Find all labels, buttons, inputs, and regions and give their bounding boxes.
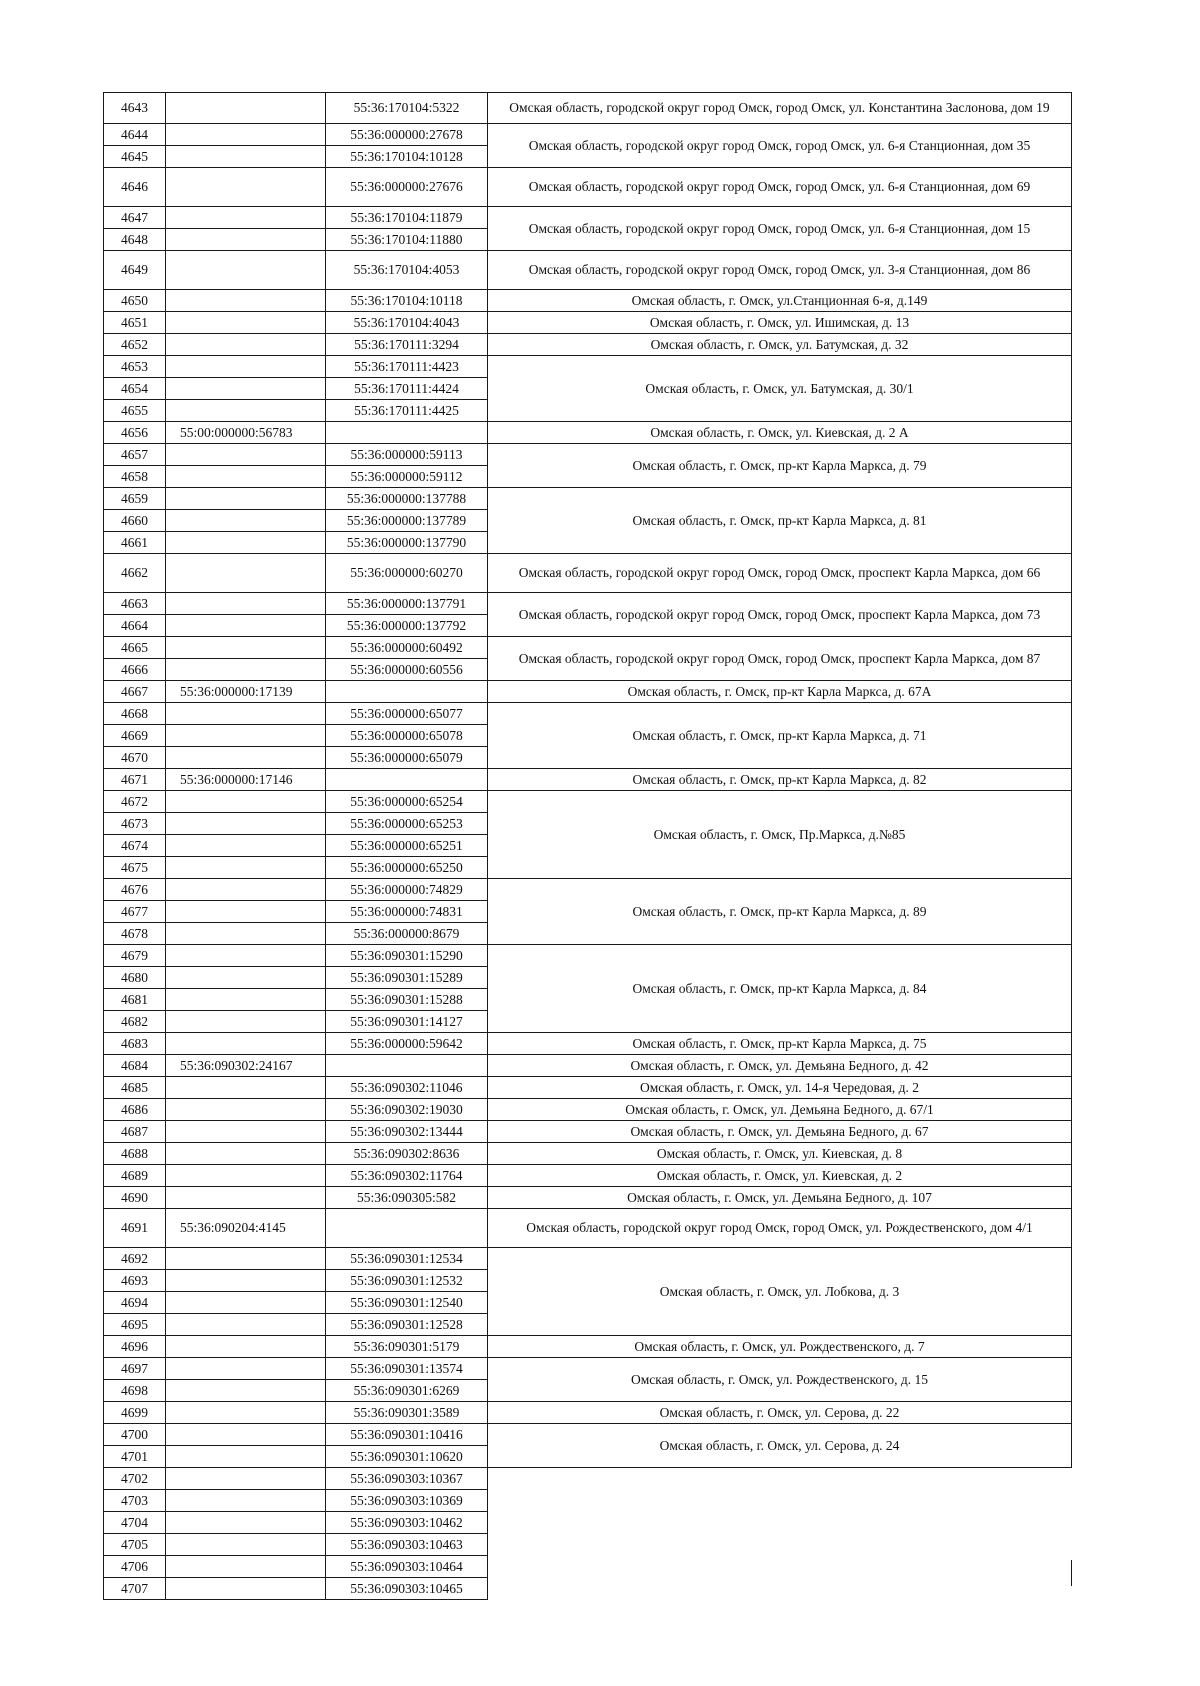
cadastral-object-cell: 55:36:090301:13574 bbox=[326, 1358, 488, 1380]
row-number-cell: 4649 bbox=[104, 251, 166, 290]
cadastral-number-cell bbox=[166, 1358, 326, 1380]
row-number-cell: 4659 bbox=[104, 488, 166, 510]
table-row bbox=[104, 769, 1072, 791]
cadastral-object-cell: 55:36:170104:4043 bbox=[326, 312, 488, 334]
cadastral-number-cell bbox=[166, 488, 326, 510]
cadastral-object-cell: 55:36:000000:59642 bbox=[326, 1033, 488, 1055]
cadastral-number-cell bbox=[166, 703, 326, 725]
row-number-cell: 4643 bbox=[104, 93, 166, 124]
row-number-cell: 4665 bbox=[104, 637, 166, 659]
row-number-cell: 4652 bbox=[104, 334, 166, 356]
row-number-cell: 4661 bbox=[104, 532, 166, 554]
cadastral-object-cell: 55:36:170104:11880 bbox=[326, 229, 488, 251]
address-cell: Омская область, г. Омск, ул. Серова, д. 22 bbox=[488, 1402, 1072, 1424]
table-row bbox=[104, 681, 1072, 703]
cadastral-number-cell bbox=[166, 725, 326, 747]
cadastral-object-cell: 55:36:000000:59113 bbox=[326, 444, 488, 466]
row-number-cell: 4660 bbox=[104, 510, 166, 532]
row-number-cell: 4673 bbox=[104, 813, 166, 835]
cadastral-number-cell bbox=[166, 637, 326, 659]
address-cell: Омская область, г. Омск, ул. Рождественского, д. 15 bbox=[488, 1358, 1072, 1402]
row-number-cell: 4668 bbox=[104, 703, 166, 725]
cadastral-object-cell: 55:36:090303:10369 bbox=[326, 1490, 488, 1512]
cadastral-number-cell bbox=[166, 945, 326, 967]
row-number-cell: 4705 bbox=[104, 1534, 166, 1556]
cadastral-number-cell bbox=[166, 93, 326, 124]
cadastral-number-cell bbox=[166, 1077, 326, 1099]
row-number-cell: 4655 bbox=[104, 400, 166, 422]
cadastral-object-cell: 55:36:170104:11879 bbox=[326, 207, 488, 229]
cadastral-object-cell: 55:36:000000:27678 bbox=[326, 124, 488, 146]
row-number-cell: 4658 bbox=[104, 466, 166, 488]
cadastral-object-cell: 55:36:170111:4425 bbox=[326, 400, 488, 422]
cadastral-number-cell bbox=[166, 510, 326, 532]
row-number-cell: 4701 bbox=[104, 1446, 166, 1468]
row-number-cell: 4664 bbox=[104, 615, 166, 637]
table-row bbox=[104, 1209, 1072, 1248]
cadastral-object-cell: 55:36:090301:15290 bbox=[326, 945, 488, 967]
cadastral-number-cell bbox=[166, 747, 326, 769]
address-cell: Омская область, городской округ город Омск, город Омск, проспект Карла Маркса, дом 73 bbox=[488, 593, 1072, 637]
address-cell: Омская область, г. Омск, ул. Демьяна Бедного, д. 67/1 bbox=[488, 1099, 1072, 1121]
address-cell: Омская область, городской округ город Омск, город Омск, ул. Константина Заслонова, дом 19 bbox=[488, 93, 1072, 124]
row-number-cell: 4677 bbox=[104, 901, 166, 923]
cadastral-object-cell: 55:36:170111:4424 bbox=[326, 378, 488, 400]
cadastral-number-cell bbox=[166, 923, 326, 945]
row-number-cell: 4689 bbox=[104, 1165, 166, 1187]
cadastral-object-cell: 55:36:000000:60492 bbox=[326, 637, 488, 659]
address-cell: Омская область, г. Омск, пр-кт Карла Маркса, д. 89 bbox=[488, 879, 1072, 945]
row-number-cell: 4645 bbox=[104, 146, 166, 168]
table-row bbox=[104, 356, 1072, 378]
table-row bbox=[104, 1424, 1072, 1446]
row-number-cell: 4646 bbox=[104, 168, 166, 207]
row-number-cell: 4692 bbox=[104, 1248, 166, 1270]
cadastral-object-cell bbox=[326, 422, 488, 444]
table-row bbox=[104, 1143, 1072, 1165]
row-number-cell: 4686 bbox=[104, 1099, 166, 1121]
cadastral-number-cell bbox=[166, 989, 326, 1011]
cadastral-object-cell bbox=[326, 1209, 488, 1248]
cadastral-object-cell: 55:36:090301:10416 bbox=[326, 1424, 488, 1446]
cadastral-number-cell: 55:36:090302:24167 bbox=[166, 1055, 326, 1077]
address-cell: Омская область, г. Омск, ул.Станционная 6-я, д.149 bbox=[488, 290, 1072, 312]
cadastral-number-cell bbox=[166, 1424, 326, 1446]
cadastral-object-cell bbox=[326, 1055, 488, 1077]
row-number-cell: 4687 bbox=[104, 1121, 166, 1143]
row-number-cell: 4680 bbox=[104, 967, 166, 989]
row-number-cell: 4648 bbox=[104, 229, 166, 251]
cadastral-number-cell bbox=[166, 1314, 326, 1336]
table-row bbox=[104, 1121, 1072, 1143]
table-row bbox=[104, 1187, 1072, 1209]
row-number-cell: 4681 bbox=[104, 989, 166, 1011]
table-row bbox=[104, 637, 1072, 659]
cadastral-object-cell: 55:36:090302:13444 bbox=[326, 1121, 488, 1143]
cadastral-number-cell bbox=[166, 290, 326, 312]
cadastral-number-cell bbox=[166, 659, 326, 681]
cadastral-number-cell bbox=[166, 967, 326, 989]
row-number-cell: 4694 bbox=[104, 1292, 166, 1314]
row-number-cell: 4706 bbox=[104, 1556, 166, 1578]
cadastral-object-cell: 55:36:170104:4053 bbox=[326, 251, 488, 290]
cadastral-object-cell: 55:36:000000:65254 bbox=[326, 791, 488, 813]
cadastral-object-cell: 55:36:090305:582 bbox=[326, 1187, 488, 1209]
cadastral-object-cell: 55:36:090301:12528 bbox=[326, 1314, 488, 1336]
table-row bbox=[104, 1077, 1072, 1099]
cadastral-number-cell bbox=[166, 229, 326, 251]
row-number-cell: 4682 bbox=[104, 1011, 166, 1033]
cadastral-object-cell: 55:36:000000:74831 bbox=[326, 901, 488, 923]
cadastral-number-cell bbox=[166, 1011, 326, 1033]
row-number-cell: 4671 bbox=[104, 769, 166, 791]
row-number-cell: 4690 bbox=[104, 1187, 166, 1209]
table-row bbox=[104, 312, 1072, 334]
table-row bbox=[104, 1248, 1072, 1270]
row-number-cell: 4704 bbox=[104, 1512, 166, 1534]
table-row bbox=[104, 488, 1072, 510]
cadastral-number-cell bbox=[166, 251, 326, 290]
table-row bbox=[104, 422, 1072, 444]
cadastral-object-cell: 55:36:090301:3589 bbox=[326, 1402, 488, 1424]
address-cell: Омская область, г. Омск, ул. Лобкова, д. 3 bbox=[488, 1248, 1072, 1336]
table-row bbox=[104, 1099, 1072, 1121]
cadastral-object-cell bbox=[326, 681, 488, 703]
row-number-cell: 4654 bbox=[104, 378, 166, 400]
cadastral-number-cell bbox=[166, 1512, 326, 1534]
row-number-cell: 4691 bbox=[104, 1209, 166, 1248]
table-row bbox=[104, 1033, 1072, 1055]
table-row bbox=[104, 1165, 1072, 1187]
cadastral-number-cell bbox=[166, 857, 326, 879]
cadastral-object-cell: 55:36:170104:10118 bbox=[326, 290, 488, 312]
row-number-cell: 4656 bbox=[104, 422, 166, 444]
cadastral-number-cell bbox=[166, 1033, 326, 1055]
address-cell: Омская область, городской округ город Омск, город Омск, ул. 6-я Станционная, дом 15 bbox=[488, 207, 1072, 251]
cadastral-number-cell bbox=[166, 146, 326, 168]
cadastral-object-cell: 55:36:090301:6269 bbox=[326, 1380, 488, 1402]
cadastral-object-cell: 55:36:090303:10462 bbox=[326, 1512, 488, 1534]
cadastral-object-cell: 55:36:000000:60270 bbox=[326, 554, 488, 593]
address-cell: Омская область, г. Омск, ул. Киевская, д. 8 bbox=[488, 1143, 1072, 1165]
cadastral-number-cell: 55:36:000000:17139 bbox=[166, 681, 326, 703]
table-row bbox=[104, 124, 1072, 146]
cadastral-number-cell bbox=[166, 378, 326, 400]
table-row bbox=[104, 251, 1072, 290]
cadastral-object-cell: 55:36:000000:137791 bbox=[326, 593, 488, 615]
cadastral-number-cell bbox=[166, 1248, 326, 1270]
address-cell: Омская область, г. Омск, ул. Демьяна Бедного, д. 67 bbox=[488, 1121, 1072, 1143]
row-number-cell: 4696 bbox=[104, 1336, 166, 1358]
cadastral-object-cell: 55:36:000000:137788 bbox=[326, 488, 488, 510]
cadastral-number-cell bbox=[166, 1143, 326, 1165]
cadastral-object-cell: 55:36:090302:8636 bbox=[326, 1143, 488, 1165]
cadastral-number-cell: 55:36:000000:17146 bbox=[166, 769, 326, 791]
cadastral-object-cell: 55:36:000000:74829 bbox=[326, 879, 488, 901]
row-number-cell: 4657 bbox=[104, 444, 166, 466]
cadastral-number-cell bbox=[166, 1490, 326, 1512]
cadastral-object-cell: 55:36:000000:59112 bbox=[326, 466, 488, 488]
cadastral-object-cell: 55:36:170104:10128 bbox=[326, 146, 488, 168]
table-row bbox=[104, 1055, 1072, 1077]
right-border-fragment bbox=[1071, 1560, 1072, 1586]
cadastral-object-cell: 55:36:000000:65078 bbox=[326, 725, 488, 747]
row-number-cell: 4653 bbox=[104, 356, 166, 378]
address-cell: Омская область, г. Омск, пр-кт Карла Маркса, д. 67А bbox=[488, 681, 1072, 703]
row-number-cell: 4670 bbox=[104, 747, 166, 769]
cadastral-object-cell: 55:36:090301:10620 bbox=[326, 1446, 488, 1468]
cadastral-object-cell: 55:36:000000:65250 bbox=[326, 857, 488, 879]
row-number-cell: 4672 bbox=[104, 791, 166, 813]
cadastral-object-cell: 55:36:000000:65253 bbox=[326, 813, 488, 835]
row-number-cell: 4651 bbox=[104, 312, 166, 334]
address-cell: Омская область, г. Омск, пр-кт Карла Маркса, д. 82 bbox=[488, 769, 1072, 791]
cadastral-number-cell bbox=[166, 444, 326, 466]
table-row bbox=[104, 1336, 1072, 1358]
address-cell: Омская область, городской округ город Омск, город Омск, проспект Карла Маркса, дом 87 bbox=[488, 637, 1072, 681]
row-number-cell: 4675 bbox=[104, 857, 166, 879]
row-number-cell: 4695 bbox=[104, 1314, 166, 1336]
cadastral-object-cell: 55:36:090302:11764 bbox=[326, 1165, 488, 1187]
row-number-cell: 4700 bbox=[104, 1424, 166, 1446]
row-number-cell: 4674 bbox=[104, 835, 166, 857]
address-cell: Омская область, г. Омск, ул. Рождественского, д. 7 bbox=[488, 1336, 1072, 1358]
cadastral-number-cell bbox=[166, 835, 326, 857]
address-cell: Омская область, г. Омск, пр-кт Карла Маркса, д. 71 bbox=[488, 703, 1072, 769]
cadastral-number-cell bbox=[166, 1165, 326, 1187]
cadastral-object-cell: 55:36:090302:11046 bbox=[326, 1077, 488, 1099]
cadastral-object-cell bbox=[326, 769, 488, 791]
row-number-cell: 4647 bbox=[104, 207, 166, 229]
cadastral-number-cell bbox=[166, 1578, 326, 1600]
address-cell: Омская область, г. Омск, пр-кт Карла Маркса, д. 84 bbox=[488, 945, 1072, 1033]
cadastral-number-cell bbox=[166, 1187, 326, 1209]
cadastral-number-cell bbox=[166, 593, 326, 615]
cadastral-number-cell bbox=[166, 615, 326, 637]
cadastral-object-cell: 55:36:170111:3294 bbox=[326, 334, 488, 356]
row-number-cell: 4679 bbox=[104, 945, 166, 967]
row-number-cell: 4698 bbox=[104, 1380, 166, 1402]
address-cell: Омская область, г. Омск, ул. Батумская, д. 32 bbox=[488, 334, 1072, 356]
cadastral-number-cell bbox=[166, 1534, 326, 1556]
row-number-cell: 4688 bbox=[104, 1143, 166, 1165]
cadastral-number-cell bbox=[166, 334, 326, 356]
cadastral-object-cell: 55:36:000000:137792 bbox=[326, 615, 488, 637]
table-row bbox=[104, 168, 1072, 207]
cadastral-object-cell: 55:36:170111:4423 bbox=[326, 356, 488, 378]
cadastral-number-cell bbox=[166, 1446, 326, 1468]
cadastral-object-cell: 55:36:090301:15288 bbox=[326, 989, 488, 1011]
row-number-cell: 4693 bbox=[104, 1270, 166, 1292]
registry-table bbox=[103, 92, 1072, 1600]
row-number-cell: 4663 bbox=[104, 593, 166, 615]
table-row bbox=[104, 444, 1072, 466]
row-number-cell: 4644 bbox=[104, 124, 166, 146]
cadastral-number-cell bbox=[166, 168, 326, 207]
cadastral-object-cell: 55:36:090301:12540 bbox=[326, 1292, 488, 1314]
address-cell: Омская область, г. Омск, ул. Демьяна Бедного, д. 42 bbox=[488, 1055, 1072, 1077]
address-cell: Омская область, г. Омск, пр-кт Карла Маркса, д. 81 bbox=[488, 488, 1072, 554]
cadastral-number-cell bbox=[166, 1468, 326, 1490]
row-number-cell: 4669 bbox=[104, 725, 166, 747]
table-row bbox=[104, 791, 1072, 813]
row-number-cell: 4697 bbox=[104, 1358, 166, 1380]
cadastral-object-cell: 55:36:000000:65079 bbox=[326, 747, 488, 769]
address-cell: Омская область, г. Омск, пр-кт Карла Маркса, д. 75 bbox=[488, 1033, 1072, 1055]
address-cell: Омская область, городской округ город Омск, город Омск, ул. 3-я Станционная, дом 86 bbox=[488, 251, 1072, 290]
cadastral-object-cell: 55:36:090301:15289 bbox=[326, 967, 488, 989]
cadastral-object-cell: 55:36:090301:12534 bbox=[326, 1248, 488, 1270]
cadastral-number-cell bbox=[166, 813, 326, 835]
cadastral-number-cell bbox=[166, 1099, 326, 1121]
cadastral-number-cell bbox=[166, 554, 326, 593]
cadastral-object-cell: 55:36:000000:65077 bbox=[326, 703, 488, 725]
address-cell: Омская область, городской округ город Омск, город Омск, проспект Карла Маркса, дом 66 bbox=[488, 554, 1072, 593]
cadastral-number-cell bbox=[166, 532, 326, 554]
cadastral-object-cell: 55:36:090303:10465 bbox=[326, 1578, 488, 1600]
address-cell: Омская область, г. Омск, ул. 14-я Чередовая, д. 2 bbox=[488, 1077, 1072, 1099]
cadastral-number-cell bbox=[166, 1402, 326, 1424]
cadastral-object-cell: 55:36:090303:10464 bbox=[326, 1556, 488, 1578]
table-row bbox=[104, 1468, 1072, 1490]
address-cell: Омская область, городской округ город Омск, город Омск, ул. 6-я Станционная, дом 35 bbox=[488, 124, 1072, 168]
table-row bbox=[104, 207, 1072, 229]
address-cell: Омская область, г. Омск, пр-кт Карла Маркса, д. 79 bbox=[488, 444, 1072, 488]
table-row bbox=[104, 1402, 1072, 1424]
cadastral-number-cell bbox=[166, 1556, 326, 1578]
registry-table-body bbox=[104, 93, 1072, 1600]
address-cell: Омская область, г. Омск, ул. Киевская, д. 2 bbox=[488, 1165, 1072, 1187]
cadastral-object-cell: 55:36:000000:27676 bbox=[326, 168, 488, 207]
address-cell: Омская область, городской округ город Омск, город Омск, ул. 6-я Станционная, дом 69 bbox=[488, 168, 1072, 207]
table-row bbox=[104, 93, 1072, 124]
empty-address-area bbox=[488, 1468, 1072, 1600]
cadastral-number-cell bbox=[166, 879, 326, 901]
cadastral-number-cell: 55:00:000000:56783 bbox=[166, 422, 326, 444]
cadastral-object-cell: 55:36:090303:10367 bbox=[326, 1468, 488, 1490]
cadastral-object-cell: 55:36:000000:137789 bbox=[326, 510, 488, 532]
cadastral-object-cell: 55:36:090303:10463 bbox=[326, 1534, 488, 1556]
table-row bbox=[104, 945, 1072, 967]
row-number-cell: 4684 bbox=[104, 1055, 166, 1077]
cadastral-object-cell: 55:36:090301:14127 bbox=[326, 1011, 488, 1033]
row-number-cell: 4667 bbox=[104, 681, 166, 703]
cadastral-object-cell: 55:36:090302:19030 bbox=[326, 1099, 488, 1121]
cadastral-number-cell bbox=[166, 791, 326, 813]
cadastral-number-cell bbox=[166, 1380, 326, 1402]
row-number-cell: 4650 bbox=[104, 290, 166, 312]
cadastral-object-cell: 55:36:000000:60556 bbox=[326, 659, 488, 681]
cadastral-number-cell bbox=[166, 124, 326, 146]
cadastral-number-cell bbox=[166, 901, 326, 923]
row-number-cell: 4676 bbox=[104, 879, 166, 901]
cadastral-number-cell bbox=[166, 1121, 326, 1143]
cadastral-object-cell: 55:36:000000:8679 bbox=[326, 923, 488, 945]
table-row bbox=[104, 290, 1072, 312]
cadastral-number-cell bbox=[166, 1292, 326, 1314]
row-number-cell: 4707 bbox=[104, 1578, 166, 1600]
cadastral-number-cell bbox=[166, 207, 326, 229]
table-row bbox=[104, 703, 1072, 725]
cadastral-object-cell: 55:36:000000:65251 bbox=[326, 835, 488, 857]
table-row bbox=[104, 879, 1072, 901]
address-cell: Омская область, г. Омск, ул. Киевская, д. 2 А bbox=[488, 422, 1072, 444]
table-row bbox=[104, 593, 1072, 615]
address-cell: Омская область, г. Омск, ул. Ишимская, д. 13 bbox=[488, 312, 1072, 334]
row-number-cell: 4699 bbox=[104, 1402, 166, 1424]
cadastral-number-cell bbox=[166, 400, 326, 422]
row-number-cell: 4662 bbox=[104, 554, 166, 593]
cadastral-number-cell bbox=[166, 1336, 326, 1358]
row-number-cell: 4666 bbox=[104, 659, 166, 681]
cadastral-number-cell bbox=[166, 312, 326, 334]
row-number-cell: 4678 bbox=[104, 923, 166, 945]
address-cell: Омская область, г. Омск, Пр.Маркса, д.№85 bbox=[488, 791, 1072, 879]
cadastral-number-cell bbox=[166, 466, 326, 488]
cadastral-object-cell: 55:36:090301:12532 bbox=[326, 1270, 488, 1292]
address-cell: Омская область, г. Омск, ул. Серова, д. 24 bbox=[488, 1424, 1072, 1468]
cadastral-object-cell: 55:36:000000:137790 bbox=[326, 532, 488, 554]
row-number-cell: 4703 bbox=[104, 1490, 166, 1512]
cadastral-object-cell: 55:36:170104:5322 bbox=[326, 93, 488, 124]
row-number-cell: 4702 bbox=[104, 1468, 166, 1490]
row-number-cell: 4683 bbox=[104, 1033, 166, 1055]
cadastral-object-cell: 55:36:090301:5179 bbox=[326, 1336, 488, 1358]
cadastral-number-cell: 55:36:090204:4145 bbox=[166, 1209, 326, 1248]
cadastral-number-cell bbox=[166, 356, 326, 378]
table-row bbox=[104, 1358, 1072, 1380]
table-row bbox=[104, 334, 1072, 356]
address-cell: Омская область, городской округ город Омск, город Омск, ул. Рождественского, дом 4/1 bbox=[488, 1209, 1072, 1248]
table-row bbox=[104, 554, 1072, 593]
row-number-cell: 4685 bbox=[104, 1077, 166, 1099]
address-cell: Омская область, г. Омск, ул. Демьяна Бедного, д. 107 bbox=[488, 1187, 1072, 1209]
cadastral-number-cell bbox=[166, 1270, 326, 1292]
address-cell: Омская область, г. Омск, ул. Батумская, д. 30/1 bbox=[488, 356, 1072, 422]
